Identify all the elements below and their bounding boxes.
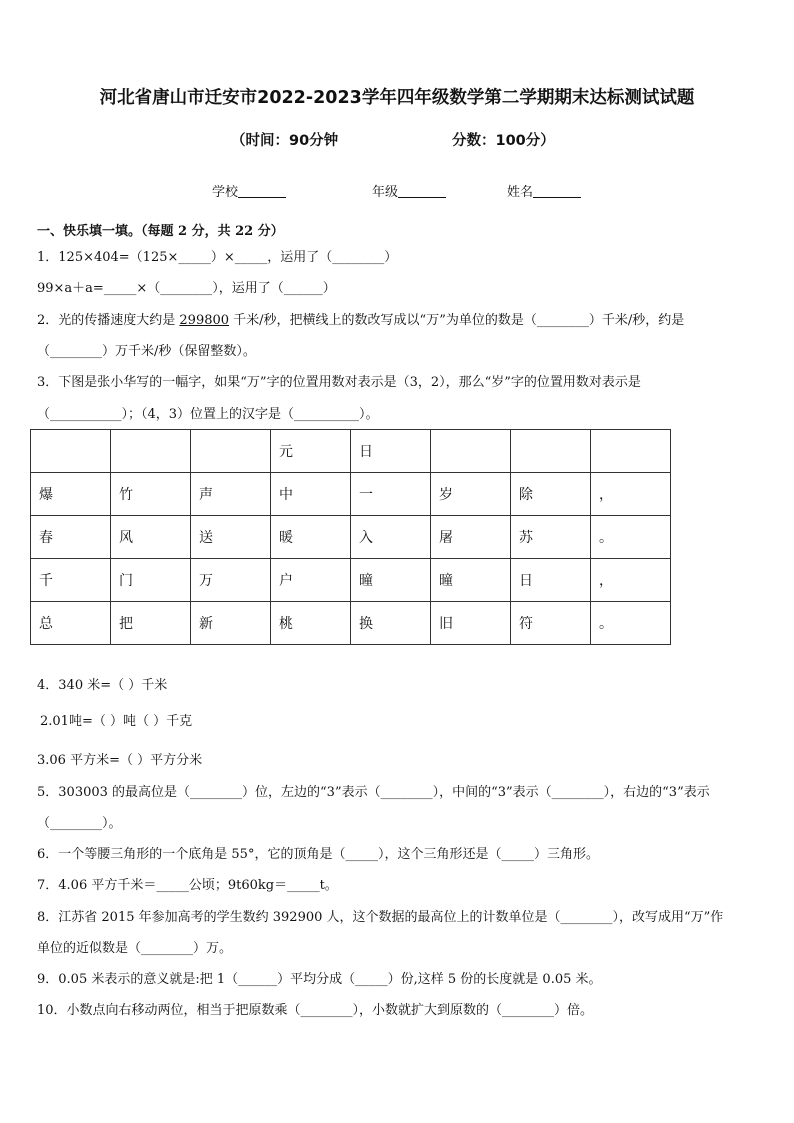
calligraphy-grid [30,429,671,645]
grid-cell: 岁 [431,473,511,516]
grid-cell: 符 [511,602,591,645]
question-9: 9．0.05 米表示的意义就是:把 1（______）平均分成（_____）份,这样 5 份的长度就是 0.05 米。 [37,972,602,987]
page-title: 河北省唐山市迁安市2022-2023学年四年级数学第二学期期末达标测试试题 [99,88,695,108]
grid-cell: 换 [351,602,431,645]
grid-cell: 中 [271,473,351,516]
question-7: 7．4.06 平方千米＝_____公顷；9t60kg＝_____t。 [37,878,338,893]
question-1-line-2: 99×a＋a=_____×（________），运用了（______） [37,281,336,296]
question-8-line-2: 单位的近似数是（________）万。 [37,941,233,956]
grid-cell [431,430,511,473]
question-2-line-2: （________）万千米/秒（保留整数）。 [37,344,256,359]
grid-cell: 旧 [431,602,511,645]
grid-cell: 日 [511,559,591,602]
question-2-prefix: 2．光的传播速度大约是 [37,313,180,328]
grid-cell: 万 [191,559,271,602]
grid-cell: 暖 [271,516,351,559]
grid-cell: 新 [191,602,271,645]
grid-row [31,602,671,645]
question-8-line-1: 8．江苏省 2015 年参加高考的学生数约 392900 人，这个数据的最高位上的计数单位是（________），改写成用“万”作 [37,910,724,925]
grid-cell: ， [591,559,671,602]
grid-cell: 爆 [31,473,111,516]
grade-blank[interactable] [398,185,446,198]
school-field [212,181,286,200]
grid-cell: 。 [591,516,671,559]
question-10: 10．小数点向右移动两位，相当于把原数乘（________），小数就扩大到原数的（________）倍。 [37,1003,594,1018]
question-4-line-3: 3.06 平方米=（ ）平方分米 [37,753,203,768]
grid-cell: 竹 [111,473,191,516]
grid-cell: ， [591,473,671,516]
grid-cell: 声 [191,473,271,516]
grid-cell [191,430,271,473]
grade-label: 年级 [372,185,399,200]
question-6: 6．一个等腰三角形的一个底角是 55°，它的顶角是（_____），这个三角形还是（_____）三角形。 [37,847,599,862]
question-4-line-2: 2.01吨=（ ）吨（ ）千克 [40,714,193,729]
exam-score: 分数：100分） [452,133,555,149]
name-label: 姓名 [507,185,534,200]
grid-cell: 曈 [351,559,431,602]
grid-cell: 桃 [271,602,351,645]
grid-cell: 千 [31,559,111,602]
grid-cell: 屠 [431,516,511,559]
question-1-line-1: 1．125×404=（125×_____）×_____，运用了（________） [37,250,398,265]
grid-row [31,473,671,516]
school-blank[interactable] [238,185,286,198]
question-2-line-1 [37,312,684,330]
grid-row [31,430,671,473]
grid-cell: 。 [591,602,671,645]
question-3-line-1: 3．下图是张小华写的一幅字，如果“万”字的位置用数对表示是（3，2），那么“岁”字的位置用数对表示是 [37,375,641,390]
grid-cell: 一 [351,473,431,516]
question-5-line-1: 5．303003 的最高位是（________）位，左边的“3”表示（________），中间的“3”表示（________），右边的“3”表示 [37,785,710,800]
name-field [507,181,581,200]
grid-cell: 除 [511,473,591,516]
grid-cell [31,430,111,473]
question-2-suffix: 千米/秒，把横线上的数改写成以“万”为单位的数是（________）千米/秒，约是 [229,313,685,328]
grid-row [31,516,671,559]
exam-time: （时间：90分钟 [231,133,339,149]
grid-cell: 风 [111,516,191,559]
grid-cell: 入 [351,516,431,559]
question-3-line-2: （___________）；（4，3）位置上的汉字是（__________）。 [37,407,379,422]
grid-cell: 苏 [511,516,591,559]
name-blank[interactable] [533,185,581,198]
grid-cell: 门 [111,559,191,602]
section-heading: 一、快乐填一填。（每题 2 分，共 22 分） [37,224,284,239]
grid-cell: 把 [111,602,191,645]
grid-cell [111,430,191,473]
grid-cell [511,430,591,473]
grid-cell: 总 [31,602,111,645]
school-label: 学校 [212,185,239,200]
underlined-number: 299800 [179,313,230,328]
grid-cell: 日 [351,430,431,473]
grid-cell [591,430,671,473]
grid-row [31,559,671,602]
grid-cell: 春 [31,516,111,559]
question-4-line-1: 4．340 米=（ ）千米 [37,678,168,693]
grid-cell: 送 [191,516,271,559]
grid-cell: 户 [271,559,351,602]
grid-cell: 曈 [431,559,511,602]
question-5-line-2: （________）。 [37,816,122,831]
grid-cell: 元 [271,430,351,473]
grade-field [372,181,446,200]
